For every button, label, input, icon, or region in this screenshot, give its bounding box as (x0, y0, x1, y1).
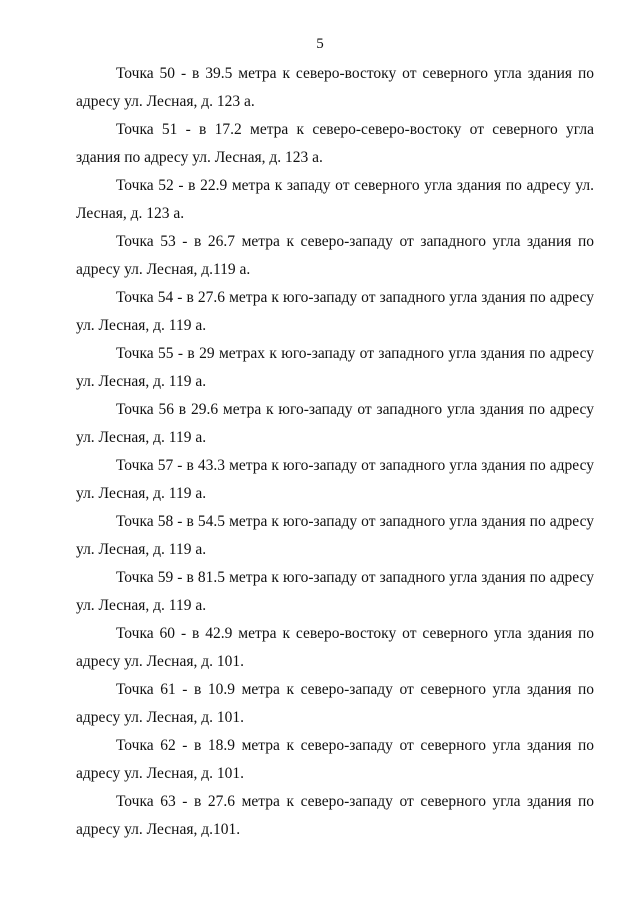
paragraph-point-52: Точка 52 - в 22.9 метра к западу от северного угла здания по адресу ул. Лесная, д. 123 а. (76, 177, 594, 222)
paragraph-point-58: Точка 58 - в 54.5 метра к юго-западу от западного угла здания по адресу ул. Лесная, д. 119 а. (76, 513, 594, 558)
document-body (76, 60, 594, 844)
paragraph-point-61: Точка 61 - в 10.9 метра к северо-западу от северного угла здания по адресу ул. Лесная, д. 101. (76, 681, 594, 726)
paragraph-point-57: Точка 57 - в 43.3 метра к юго-западу от западного угла здания по адресу ул. Лесная, д. 119 а. (76, 457, 594, 502)
paragraph-point-51: Точка 51 - в 17.2 метра к северо-северо-востоку от северного угла здания по адресу ул. Лесная, д. 123 а. (76, 121, 594, 166)
paragraph-point-55: Точка 55 - в 29 метрах к юго-западу от западного угла здания по адресу ул. Лесная, д. 119 а. (76, 345, 594, 390)
paragraph-point-56: Точка 56 в 29.6 метра к юго-западу от западного угла здания по адресу ул. Лесная, д. 119 а. (76, 401, 594, 446)
paragraph-point-60: Точка 60 - в 42.9 метра к северо-востоку от северного угла здания по адресу ул. Лесная, д. 101. (76, 625, 594, 670)
paragraph-point-63: Точка 63 - в 27.6 метра к северо-западу от северного угла здания по адресу ул. Лесная, д.101. (76, 793, 594, 838)
paragraph-point-59: Точка 59 - в 81.5 метра к юго-западу от западного угла здания по адресу ул. Лесная, д. 119 а. (76, 569, 594, 614)
paragraph-point-53: Точка 53 - в 26.7 метра к северо-западу от западного угла здания по адресу ул. Лесная, д.119 а. (76, 233, 594, 278)
paragraph-point-54: Точка 54 - в 27.6 метра к юго-западу от западного угла здания по адресу ул. Лесная, д. 119 а. (76, 289, 594, 334)
paragraph-point-62: Точка 62 - в 18.9 метра к северо-западу от северного угла здания по адресу ул. Лесная, д. 101. (76, 737, 594, 782)
page-number: 5 (316, 36, 324, 52)
paragraph-point-50: Точка 50 - в 39.5 метра к северо-востоку от северного угла здания по адресу ул. Лесная, д. 123 а. (76, 65, 594, 110)
